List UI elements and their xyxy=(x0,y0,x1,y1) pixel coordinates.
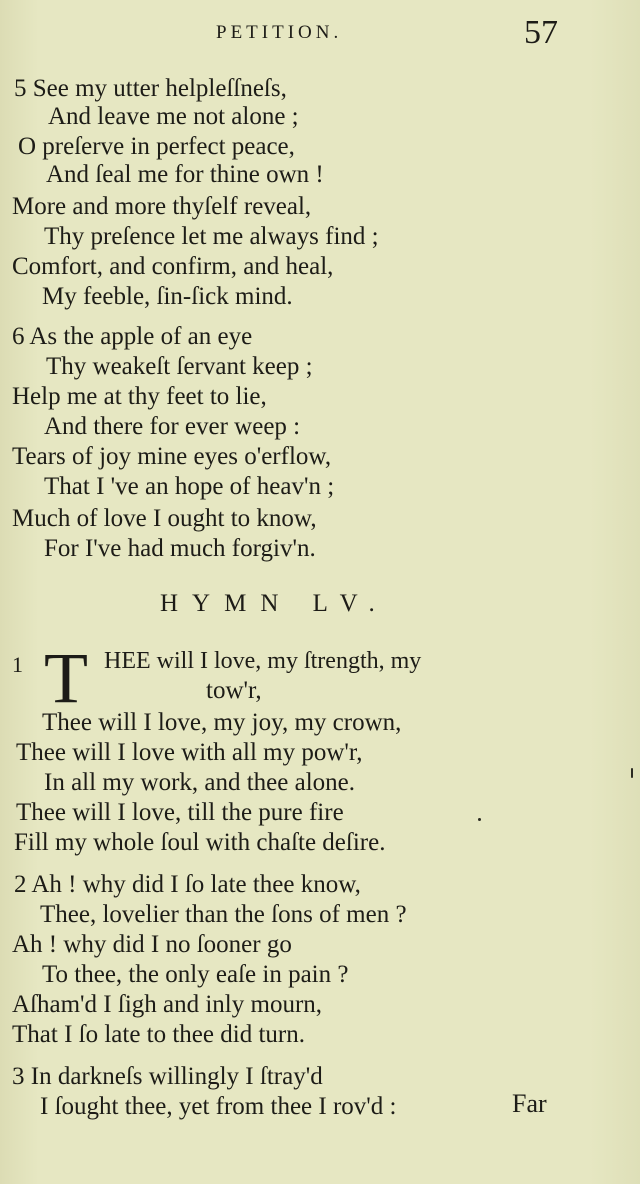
verse-line: My feeble, ſin-ſick mind. xyxy=(42,283,293,310)
drop-cap: T xyxy=(44,638,88,718)
verse-line: 2 Ah ! why did I ſo late thee know, xyxy=(14,871,361,898)
verse-line: I ſought thee, yet from thee I rov'd : xyxy=(40,1093,397,1120)
verse-line: O preſerve in perfect peace, xyxy=(18,133,295,160)
verse-line: More and more thyſelf reveal, xyxy=(12,193,312,220)
verse-line: Thee will I love, my joy, my crown, xyxy=(42,709,402,736)
verse-line: Thy weakeſt ſervant keep ; xyxy=(46,353,313,380)
verse-line: That I ſo late to thee did turn. xyxy=(12,1021,305,1048)
verse-line: Help me at thy feet to lie, xyxy=(12,383,267,410)
verse-line: Thee will I love with all my pow'r, xyxy=(16,739,363,766)
running-title: PETITION. xyxy=(216,22,343,43)
verse-line: And ſeal me for thine own ! xyxy=(46,161,324,188)
verse-line: Thee, lovelier than the ſons of men ? xyxy=(40,901,407,928)
print-speck xyxy=(478,818,481,821)
verse-line: 3 In darkneſs willingly I ſtray'd xyxy=(12,1063,323,1090)
page-number: 57 xyxy=(524,14,558,51)
print-speck xyxy=(631,768,633,778)
verse-line: Thee will I love, till the pure fire xyxy=(16,799,344,826)
verse-line: And leave me not alone ; xyxy=(48,103,299,130)
verse-line: Thy preſence let me always find ; xyxy=(44,223,379,250)
verse-line: In all my work, and thee alone. xyxy=(44,769,356,796)
verse-line: Ah ! why did I no ſooner go xyxy=(12,931,292,958)
verse-line: Comfort, and confirm, and heal, xyxy=(12,253,334,280)
verse-line: 6 As the apple of an eye xyxy=(12,323,253,350)
verse-line: To thee, the only eaſe in pain ? xyxy=(42,961,349,988)
verse-line: 5 See my utter helpleſſneſs, xyxy=(14,75,287,102)
verse-line: Much of love I ought to know, xyxy=(12,505,317,532)
verse-line: Fill my whole ſoul with chaſte deſire. xyxy=(14,829,386,856)
verse-line: That I 've an hope of heav'n ; xyxy=(44,473,335,500)
verse-line: Tears of joy mine eyes o'erflow, xyxy=(12,443,332,470)
hymn-title: HYMN LV. xyxy=(160,590,389,617)
stanza-number: 1 xyxy=(12,652,23,677)
verse-line: HEE will I love, my ſtrength, my xyxy=(104,648,422,674)
verse-line: For I've had much forgiv'n. xyxy=(44,535,316,562)
verse-line: Aſham'd I ſigh and inly mourn, xyxy=(12,991,323,1018)
page-header xyxy=(0,14,640,54)
verse-line: tow'r, xyxy=(206,677,262,704)
verse-line: And there for ever weep : xyxy=(44,413,301,440)
catchword: Far xyxy=(512,1089,547,1118)
